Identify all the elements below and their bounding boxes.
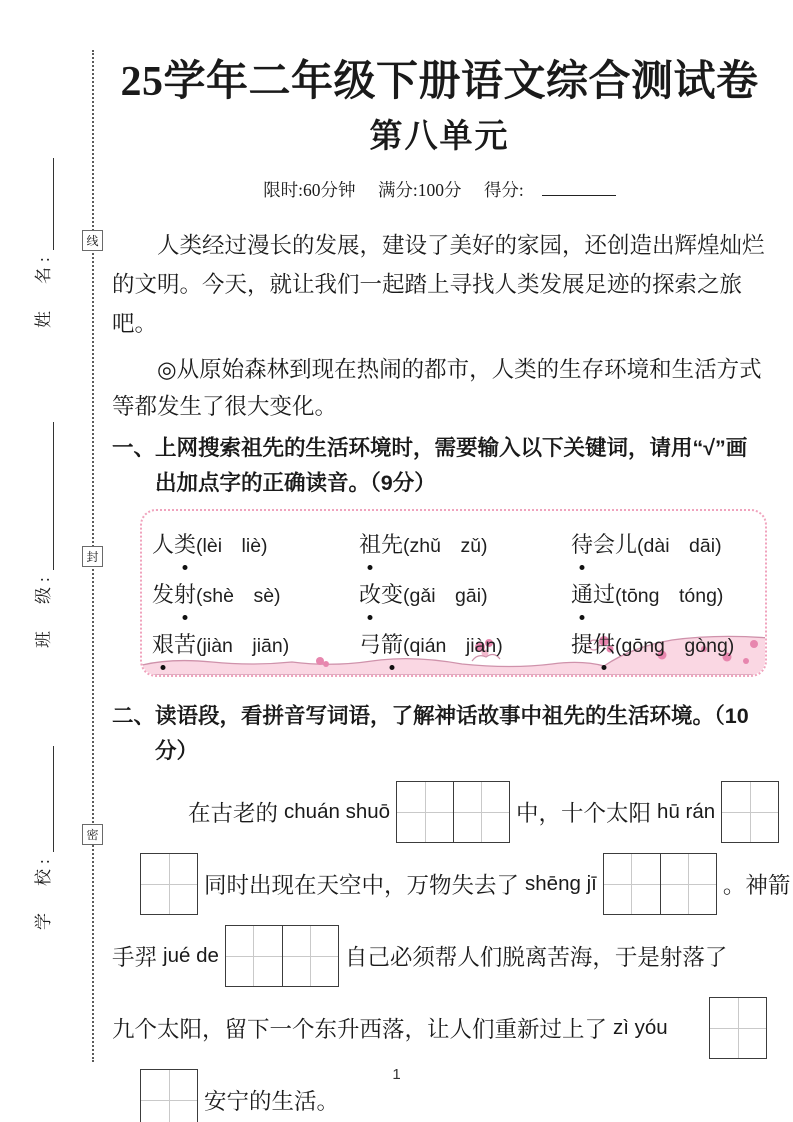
pinyin-hint: zì yóu — [613, 1016, 668, 1039]
passage-text: 手羿 — [112, 945, 158, 970]
dotted-char: 类 — [174, 525, 196, 564]
dotted-char: 射 — [174, 575, 196, 614]
dotted-char: 供 — [593, 625, 615, 664]
pinyin-options[interactable]: (dài dāi) — [637, 535, 722, 557]
word-post: 苦 — [174, 632, 197, 657]
pinyin-options[interactable]: (jiàn jiān) — [196, 635, 290, 657]
writing-grid-chuanshuo[interactable] — [396, 781, 510, 843]
question1-heading: 一、上网搜索祖先的生活环境时，需要输入以下关键词，请用“√”画出加点字的正确读音。（9分） — [112, 436, 748, 495]
passage-text: 自己必须帮人们脱离苦海，于是射落了 — [344, 945, 728, 970]
passage-text: 在古老的 — [188, 801, 279, 826]
passage-text: 同时出现在天空中，万物失去了 — [204, 873, 520, 898]
q1-item-renlei[interactable] — [152, 525, 359, 566]
q1-item-gongjian[interactable] — [359, 625, 571, 666]
writing-grid-shengji[interactable] — [603, 853, 717, 915]
writing-grid-juede[interactable] — [225, 925, 339, 987]
school-field-blank[interactable] — [39, 746, 54, 852]
name-field — [28, 142, 54, 328]
school-field — [28, 730, 54, 930]
writing-cell[interactable] — [226, 926, 282, 986]
main-content — [112, 55, 791, 1122]
passage-line-3 — [112, 921, 767, 991]
word-post: 变 — [381, 582, 404, 607]
word-pre: 提 — [571, 632, 594, 657]
writing-cell[interactable] — [453, 782, 509, 842]
dotted-char: 通 — [571, 575, 593, 614]
passage-text: 九个太阳，留下一个东升西落，让人们重新过上了 — [112, 1017, 608, 1042]
score-label: 得分: — [483, 180, 524, 200]
dotted-char: 箭 — [381, 625, 403, 664]
word-post: 先 — [381, 532, 404, 557]
unit-subtitle: 第八单元 — [369, 119, 510, 155]
word-pre: 发 — [152, 582, 175, 607]
pinyin-options[interactable]: (zhǔ zǔ) — [403, 535, 488, 557]
writing-cell[interactable] — [397, 782, 453, 842]
intro-note-paragraph: ◎从原始森林到现在热闹的都市，人类的生存环境和生活方式等都发生了很大变化。 — [112, 357, 762, 419]
passage-text: 中，十个太阳 — [516, 801, 652, 826]
q1-item-fashe[interactable] — [152, 575, 359, 616]
question2-heading: 二、读语段，看拼音写词语，了解神话故事中祖先的生活环境。（10分） — [112, 704, 749, 763]
paper-title: 25学年二年级下册语文综合测试卷 — [120, 59, 759, 105]
school-field-label: 学 校: — [34, 854, 53, 930]
writing-grid-huran-2[interactable] — [140, 853, 198, 915]
pinyin-hint: jué de — [163, 944, 219, 967]
class-field — [28, 408, 54, 648]
passage-text: 安宁的生活。 — [204, 1089, 340, 1114]
score-blank[interactable] — [542, 182, 616, 196]
time-limit-label: 限时:60分钟 — [263, 180, 356, 200]
writing-cell[interactable] — [282, 926, 338, 986]
dotted-char: 改 — [359, 575, 381, 614]
q1-item-tigong[interactable] — [571, 625, 759, 666]
q1-item-gaibian[interactable] — [359, 575, 571, 616]
seal-char-xian: 线 — [82, 230, 103, 251]
dotted-char: 待 — [571, 525, 593, 564]
q1-item-tongguo[interactable] — [571, 575, 759, 616]
full-score-label: 满分:100分 — [377, 180, 462, 200]
pinyin-options[interactable]: (tōng tóng) — [615, 585, 724, 607]
name-field-label: 姓 名: — [34, 252, 53, 328]
word-post: 过 — [593, 582, 616, 607]
exam-meta-line — [112, 177, 767, 202]
q1-item-zuxian[interactable] — [359, 525, 571, 566]
passage-line-4 — [112, 993, 767, 1063]
pinyin-hint: hū rán — [657, 800, 716, 823]
pinyin-options[interactable]: (lèi liè) — [196, 535, 268, 557]
pinyin-choice-grid — [142, 511, 765, 666]
page-number: 1 — [392, 1066, 401, 1083]
q1-item-jianku[interactable] — [152, 625, 359, 666]
writing-cell[interactable] — [604, 854, 660, 914]
class-field-blank[interactable] — [39, 422, 54, 570]
class-field-label: 班 级: — [34, 572, 53, 648]
passage-line-1 — [112, 777, 767, 847]
seal-char-feng: 封 — [82, 546, 103, 567]
pinyin-hint: chuán shuō — [284, 800, 391, 823]
q1-item-daihuir[interactable] — [571, 525, 759, 566]
word-pre: 弓 — [359, 632, 382, 657]
writing-grid-huran-1[interactable] — [721, 781, 779, 843]
passage-text: 。神箭 — [722, 873, 791, 898]
writing-cell[interactable] — [722, 782, 778, 842]
intro-paragraph: 人类经过漫长的发展，建设了美好的家园，还创造出辉煌灿烂的文明。今天，就让我们一起踏上寻找人类发展足迹的探索之旅吧。 — [112, 233, 765, 336]
pinyin-options[interactable]: (gōng gòng) — [615, 635, 735, 657]
seal-char-mi: 密 — [82, 824, 103, 845]
writing-cell[interactable] — [141, 854, 197, 914]
pinyin-hint: shēng jī — [525, 872, 597, 895]
passage-line-2 — [112, 849, 791, 919]
pinyin-options[interactable]: (gǎi gāi) — [403, 585, 488, 607]
dotted-char: 祖 — [359, 525, 381, 564]
word-post: 会儿 — [593, 532, 638, 557]
dotted-char: 艰 — [152, 625, 174, 664]
pinyin-options[interactable]: (qián jiàn) — [403, 635, 503, 657]
pinyin-options[interactable]: (shè sè) — [196, 585, 281, 607]
writing-grid-ziyou-1[interactable] — [709, 997, 767, 1059]
name-field-blank[interactable] — [39, 158, 54, 250]
word-pre: 人 — [152, 532, 175, 557]
pinyin-choice-box — [140, 509, 767, 677]
writing-cell[interactable] — [710, 998, 766, 1058]
writing-cell[interactable] — [660, 854, 716, 914]
